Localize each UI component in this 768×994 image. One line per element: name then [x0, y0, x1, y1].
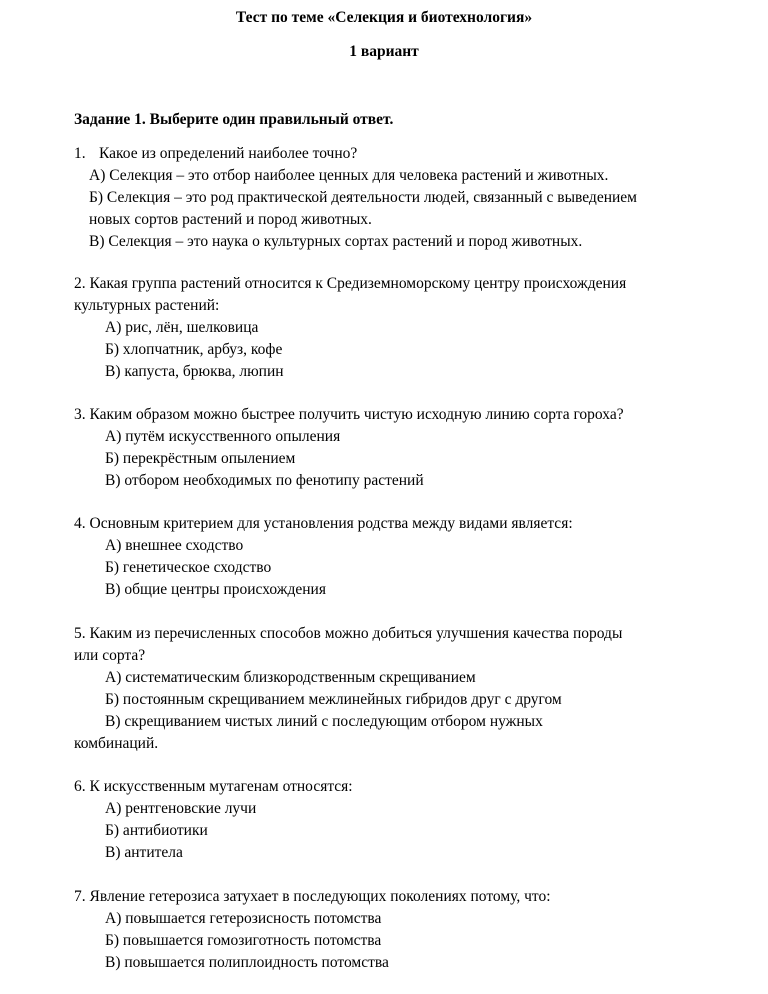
- question-3: [74, 404, 742, 492]
- answer-option: А) рис, лён, шелковица: [105, 319, 259, 336]
- answer-option: Б) генетическое сходство: [105, 559, 272, 576]
- answer-option: В) повышается полиплоидность потомства: [105, 954, 389, 971]
- question-text: 3. Каким образом можно быстрее получить чистую исходную линию сорта гороха?: [74, 406, 624, 423]
- answer-option: А) систематическим близкородственным скрещиванием: [105, 669, 476, 686]
- question-4: [74, 513, 742, 601]
- answer-option: Б) перекрёстным опылением: [105, 450, 296, 467]
- question-7: [74, 886, 742, 974]
- question-2: [74, 273, 742, 383]
- answer-option: В) отбором необходимых по фенотипу растений: [105, 472, 424, 489]
- document-title: Тест по теме «Селекция и биотехнология»: [235, 9, 533, 26]
- variant-label: 1 вариант: [349, 43, 419, 60]
- answer-option: Б) хлопчатник, арбуз, кофе: [105, 341, 283, 358]
- question-text: 2. Какая группа растений относится к Средиземноморскому центру происхождения: [74, 275, 627, 292]
- answer-option-continuation: комбинаций.: [74, 735, 159, 752]
- question-text: 1. Какое из определений наиболее точно?: [74, 143, 742, 165]
- question-text: или сорта?: [74, 647, 146, 664]
- answer-option: В) общие центры происхождения: [105, 581, 326, 598]
- question-6: [74, 776, 742, 864]
- question-text: 7. Явление гетерозиса затухает в последующих поколениях потому, что:: [74, 888, 551, 905]
- question-text: 4. Основным критерием для установления родства между видами является:: [74, 515, 573, 532]
- answer-option: В) скрещиванием чистых линий с последующим отбором нужных: [105, 713, 543, 730]
- answer-option: А) путём искусственного опыления: [105, 428, 341, 445]
- answer-option: В) Селекция – это наука о культурных сортах растений и пород животных.: [89, 233, 583, 250]
- answer-option: В) капуста, брюква, люпин: [105, 363, 284, 380]
- question-text: 6. К искусственным мутагенам относятся:: [74, 778, 353, 795]
- question-number: 1.: [74, 145, 86, 162]
- answer-option: А) рентгеновские лучи: [105, 800, 257, 817]
- answer-option: В) антитела: [105, 844, 183, 861]
- question-text: 5. Каким из перечисленных способов можно добиться улучшения качества породы: [74, 625, 623, 642]
- answer-option: А) повышается гетерозисность потомства: [105, 910, 382, 927]
- answer-option: Б) Селекция – это род практической деятельности людей, связанный с выведением: [89, 189, 637, 206]
- answer-option: А) Селекция – это отбор наиболее ценных для человека растений и животных.: [89, 167, 609, 184]
- answer-option: Б) повышается гомозиготность потомства: [105, 932, 382, 949]
- answer-option: Б) антибиотики: [105, 822, 208, 839]
- task-heading: Задание 1. Выберите один правильный ответ.: [74, 111, 394, 128]
- question-text: культурных растений:: [74, 297, 220, 314]
- answer-option-continuation: новых сортов растений и пород животных.: [89, 211, 372, 228]
- answer-option: Б) постоянным скрещиванием межлинейных гибридов друг с другом: [105, 691, 562, 708]
- answer-option: А) внешнее сходство: [105, 537, 244, 554]
- question-5: [74, 623, 742, 755]
- question-1: [74, 143, 742, 253]
